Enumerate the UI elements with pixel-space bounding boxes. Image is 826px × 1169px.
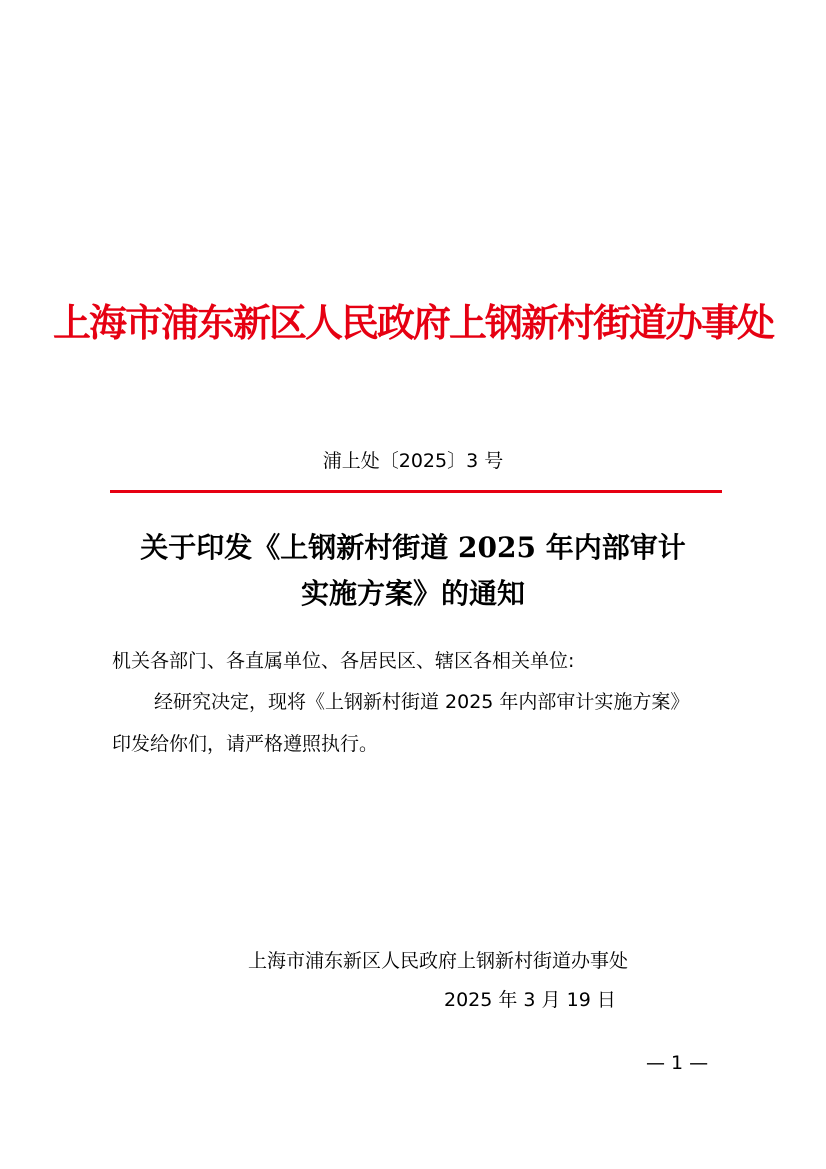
document-title-line-2: 实施方案》的通知: [300, 577, 525, 610]
red-separator-line: [110, 490, 722, 493]
document-title-line-1: 关于印发《上钢新村街道 2025 年内部审计: [140, 531, 686, 564]
document-number: 浦上处〔2025〕3 号: [322, 450, 504, 472]
page-number: — 1 —: [646, 1052, 709, 1074]
issuer-header: 上海市浦东新区人民政府上钢新村街道办事处: [52, 300, 773, 345]
salutation: 机关各部门、各直属单位、各居民区、辖区各相关单位:: [112, 650, 575, 672]
signature-organization: 上海市浦东新区人民政府上钢新村街道办事处: [248, 950, 629, 972]
body-paragraph-line-1: 经研究决定，现将《上钢新村街道 2025 年内部审计实施方案》: [154, 691, 690, 713]
signature-date: 2025 年 3 月 19 日: [444, 989, 616, 1011]
body-paragraph-line-2: 印发给你们，请严格遵照执行。: [112, 733, 379, 755]
